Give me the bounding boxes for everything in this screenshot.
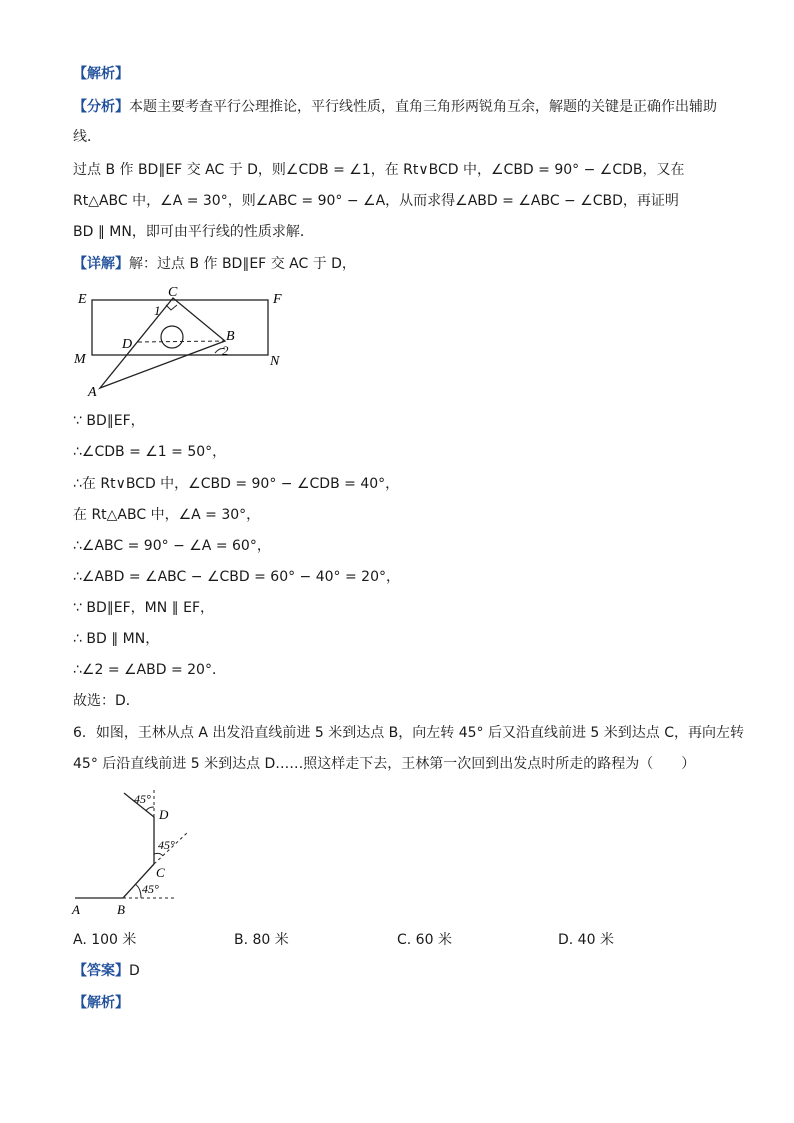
- step-5: ∴∠ABC = 90° − ∠A = 60°，: [73, 538, 271, 554]
- step-1: ∵ BD∥EF，: [73, 413, 145, 429]
- section-tag-fenxi: 【分析】: [73, 99, 129, 115]
- question-6-line-1: 6．如图，王林从点 A 出发沿直线前进 5 米到达点 B，向左转 45° 后又沿直线前进 5 米到达点 C，再向左转: [73, 725, 744, 741]
- label-a: A: [72, 902, 80, 917]
- label-d: D: [159, 807, 169, 822]
- step-8: ∴ BD ∥ MN，: [73, 631, 160, 647]
- question-6-line-2: 45° 后沿直线前进 5 米到达点 D……照这样走下去，王林第一次回到出发点时所走的路程为（ ）: [73, 756, 696, 772]
- section-tag-xiangjie: 【详解】: [73, 256, 129, 272]
- label-f: F: [273, 292, 282, 307]
- label-angle-c: 45°: [158, 838, 175, 852]
- label-b: B: [226, 329, 235, 344]
- right-angle-mark: [166, 305, 177, 310]
- analysis-line-2: Rt△ABC 中，∠A = 30°，则∠ABC = 90° − ∠A，从而求得∠ABD = ∠ABC − ∠CBD，再证明: [73, 193, 679, 209]
- step-7: ∵ BD∥EF，MN ∥ EF，: [73, 600, 214, 616]
- option-d: D. 40 米: [558, 932, 614, 948]
- angle-arc-c: [154, 853, 163, 856]
- label-b: B: [117, 902, 125, 917]
- label-e: E: [78, 292, 87, 307]
- label-c: C: [156, 865, 165, 880]
- label-angle-b: 45°: [142, 882, 159, 896]
- analysis-line-1: 过点 B 作 BD∥EF 交 AC 于 D，则∠CDB = ∠1，在 Rt∨BCD 中，∠CBD = 90° − ∠CDB，又在: [73, 162, 685, 178]
- analysis-text-cont: 线．: [73, 129, 101, 145]
- label-n: N: [270, 354, 280, 369]
- step-9: ∴∠2 = ∠ABD = 20°．: [73, 662, 226, 678]
- label-a: A: [88, 385, 97, 398]
- step-6: ∴∠ABD = ∠ABC − ∠CBD = 60° − 40° = 20°，: [73, 569, 400, 585]
- label-d: D: [122, 337, 133, 352]
- step-3: ∴在 Rt∨BCD 中，∠CBD = 90° − ∠CDB = 40°，: [73, 476, 400, 492]
- angle-arc-d: [146, 807, 154, 811]
- section-heading-jiexi: 【解析】: [73, 66, 129, 82]
- analysis-paragraph: [73, 97, 717, 117]
- label-angle-d: 45°: [134, 792, 151, 806]
- answer-line: [73, 961, 140, 981]
- analysis-line-3: BD ∥ MN，即可由平行线的性质求解．: [73, 224, 314, 240]
- triangle-hole: [161, 326, 183, 348]
- solution-intro: 解：过点 B 作 BD∥EF 交 AC 于 D，: [129, 256, 356, 272]
- step-4: 在 Rt△ABC 中，∠A = 30°，: [73, 507, 261, 523]
- section-tag-daan: 【答案】: [73, 963, 129, 979]
- figure-parallel-lines-triangle: [70, 283, 300, 398]
- analysis-text: 本题主要考查平行公理推论，平行线性质，直角三角形两锐角互余，解题的关键是正确作出辅助: [129, 99, 717, 115]
- answer-value: D: [129, 963, 140, 979]
- solution-heading: [73, 254, 356, 274]
- label-m: M: [74, 352, 86, 367]
- label-angle-1: 1: [154, 303, 161, 318]
- figure-walking-path: [70, 785, 200, 920]
- final-choice: 故选：D．: [73, 693, 140, 709]
- option-b: B. 80 米: [234, 932, 289, 948]
- label-angle-2: 2: [222, 343, 229, 358]
- option-a: A. 100 米: [73, 932, 137, 948]
- angle-arc-b: [135, 884, 141, 898]
- section-heading-jiexi-2: 【解析】: [73, 995, 129, 1011]
- option-c: C. 60 米: [397, 932, 452, 948]
- rectangle-ef-mn: [92, 300, 268, 355]
- step-2: ∴∠CDB = ∠1 = 50°，: [73, 444, 227, 460]
- label-c: C: [168, 285, 178, 300]
